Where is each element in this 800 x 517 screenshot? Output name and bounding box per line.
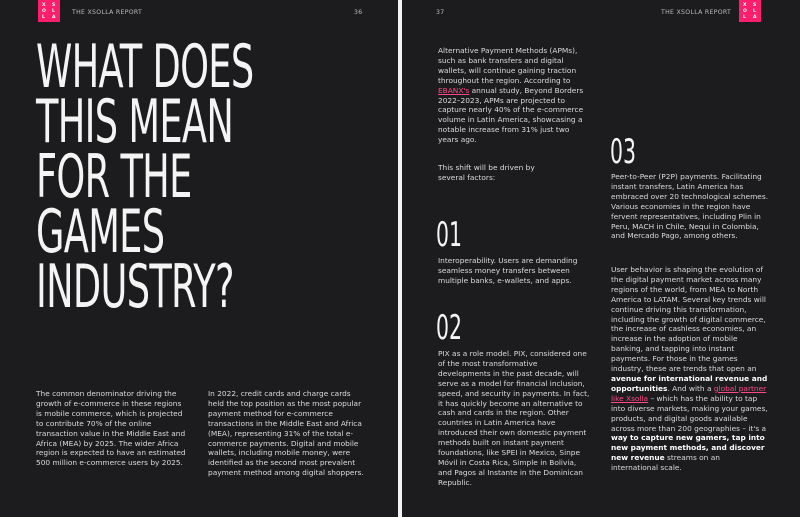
logo-letter: A	[753, 15, 757, 20]
left-page	[0, 0, 398, 517]
logo-letter: S	[52, 3, 56, 8]
factor-text-03: Peer-to-Peer (P2P) payments. Facilitating instant transfers, Latin America has embraced over 20 technological schemes. Various economies in the region have fervent representatives, including Plin in Peru, MACH in Chile, Nequi in Colombia, and Mercado Pago, among others.	[611, 172, 769, 241]
body-column-1: The common denominator driving the growth of e-commerce in these regions is mobile commerce, which is projected to contribute 70% of the online transaction value in the Middle East and Africa (MEA) by 2025. The wider Africa region is expected to have an estimated 500 million e-commerce users by 2025.	[36, 389, 186, 468]
behavior-paragraph: User behavior is shaping the evolution of the digital payment market across many regions of the world, from MEA to North America to LATAM. Several key trends will continue driving this transformation, including the growth of digital commerce, the increase of cashless economies, an increase in the adoption of mobile banking, and tapping into instant payments. For those in the games industry, these are trends that open an avenue for international revenue and opportunities. And with a global partner like Xsolla – which has the ability to tap into diverse markets, making your games, products, and digital goods available across more than 200 geographies – it's a way to capture new gamers, tap into new payment methods, and discover new revenue streams on an international scale.	[611, 265, 768, 473]
factor-number-01: 01	[436, 215, 462, 255]
ebanx-link[interactable]: EBANX's	[438, 85, 470, 95]
page-title: WHAT DOES THIS MEAN FOR THE GAMES INDUSTRY?	[36, 32, 254, 322]
logo-letter: L	[753, 9, 756, 14]
logo-letter: X	[42, 3, 46, 8]
right-page	[402, 0, 800, 517]
running-header: THE XSOLLA REPORT	[661, 9, 732, 16]
page-number: 36	[354, 9, 363, 16]
xsolla-logo	[739, 0, 761, 22]
intro-paragraph: Alternative Payment Methods (APMs), such as bank transfers and digital wallets, will continue gaining traction throughout the region. According to EBANX's annual study, Beyond Borders 2022–2023, APMs are projected to capture nearly 40% of the e-commerce volume in Latin America, showcasing a notable increase from 31% just two years ago.	[438, 46, 584, 145]
logo-letter: L	[743, 15, 746, 20]
logo-letter: L	[52, 9, 55, 14]
factor-text-01: Interoperability. Users are demanding seamless money transfers between multiple banks, e-wallets, and apps.	[438, 256, 578, 285]
xsolla-partner-link[interactable]: global partner like Xsolla	[611, 383, 767, 403]
logo-letter: L	[42, 15, 45, 20]
logo-letter: A	[52, 15, 56, 20]
running-header: THE XSOLLA REPORT	[72, 9, 143, 16]
factor-text-02: PIX as a role model. PIX, considered one of the most transformative developments in the past decade, will serve as a model for financial inclusion, speed, and security in payments. In fact, it has quickly become an alternative to cash and cards in the region. Other countries in Latin America have introduced their own domestic payment methods built on instant payment foundations, like SPEI in Mexico, Sinpe Móvil in Costa Rica, Simple in Bolivia, and Pagos al Instante in the Dominican Republic.	[438, 349, 590, 487]
page-number: 37	[436, 9, 445, 16]
logo-letter: X	[743, 3, 747, 8]
logo-letter: O	[42, 9, 46, 14]
factor-number-02: 02	[436, 308, 462, 348]
logo-letter: O	[743, 9, 747, 14]
factors-intro: This shift will be driven by several factors:	[438, 163, 535, 182]
xsolla-logo	[38, 0, 60, 22]
body-column-2: In 2022, credit cards and charge cards held the top position as the most popular payment method for e-commerce transactions in the Middle East and Africa (MEA), representing 31% of the total e-commerce payments. Digital and mobile wallets, including mobile money, were identified as the second most prevalent payment method among digital shoppers.	[208, 389, 364, 478]
logo-letter: S	[753, 3, 757, 8]
factor-number-03: 03	[610, 132, 636, 172]
